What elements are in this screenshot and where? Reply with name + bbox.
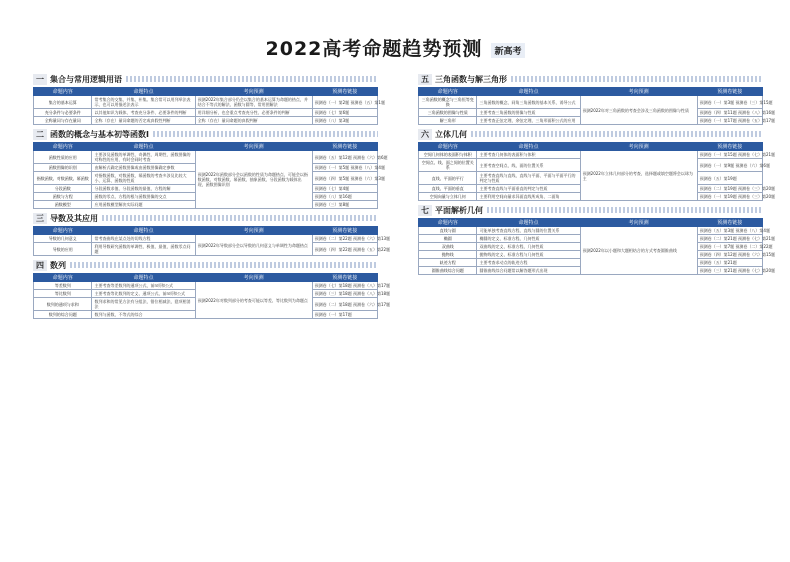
topic-cell: 函数性质的应用 [34,151,92,164]
table-header-row [34,88,378,96]
page-title: 2022高考命题趋势预测 [265,38,483,60]
feature-cell: 主要考查等差数列的通项公式、前n项和公式 [92,282,195,290]
section-title-text: 函数的概念与基本初等函数Ⅰ [50,129,149,139]
link-cell: 预测卷（七）第18题 预测卷（八）第17题 [312,282,377,290]
table-header-cell: 命题内容 [34,88,92,96]
prediction-cell: 预测2022年立体几何部分的考查，选择题或填空题将会以球为主 [580,151,697,201]
topic-cell: 数列的通项与求和 [34,298,92,311]
topic-cell: 函数模型 [34,201,92,209]
link-cell: 预测卷（一）第3题 预测卷（三）第15题 [697,96,762,109]
section-divider [153,131,378,137]
topic-cell: 集合的基本运算 [34,96,92,109]
topic-cell: 椭圆 [419,235,477,243]
page-header [0,34,790,61]
topic-cell: 导数的应用 [34,243,92,256]
topic-cell: 函数与方程 [34,193,92,201]
topic-cell: 函数图像的识别 [34,164,92,172]
table-row [34,151,378,164]
table-header-row [34,143,378,151]
right-column [418,70,776,275]
table-header-row [419,219,763,227]
topic-cell: 解三角形 [419,117,477,125]
link-cell: 预测卷（一）第17题 预测卷（五）第17题 [697,117,762,125]
table-header-cell: 预测卷链接 [697,143,762,151]
topic-cell: 抛物线 [419,251,477,259]
section-title [33,259,378,271]
topic-cell: 三角函数的图像与性质 [419,109,477,117]
table-header-cell: 命题内容 [34,143,92,151]
topic-cell: 指数函数、对数函数、幂函数 [34,172,92,185]
table-row [34,96,378,109]
table-header-cell: 命题特点 [92,143,195,151]
link-cell: 预测卷（七）第4题 [312,185,377,193]
table-header-cell: 考向预测 [195,227,312,235]
prediction-cell: 全称（存在）量词命题的真假判断 [195,117,312,125]
link-cell: 预测卷（四）第5题 预测卷（六）第3题 [312,172,377,185]
feature-cell: 数列与函数、不等式的综合 [92,311,195,319]
feature-cell: 主要考查直线与直线、直线与平面、平面与平面平行的判定与性质 [477,172,580,185]
topic-cell: 全称量词与存在量词 [34,117,92,125]
link-cell: 预测卷（七）第6题 [312,109,377,117]
section-title-text: 三角函数与解三角形 [435,74,507,84]
feature-cell: 双曲线的定义、标准方程、几何性质 [477,243,580,251]
table-row [34,109,378,117]
table-header-cell: 考向预测 [580,88,697,96]
feature-cell: 抛物线的定义、标准方程与几何性质 [477,251,580,259]
feature-cell: 数列求和的常见方法有分组法、错位相减法、裂项相消法 [92,298,195,311]
section-divider [511,76,763,82]
feature-cell: 主要考查等比数列的定义、通项公式、前n项和公式 [92,290,195,298]
topic-cell: 圆锥曲线综合问题 [419,267,477,275]
table-header-cell: 考向预测 [580,219,697,227]
link-cell: 预测卷（三）第8题 [312,201,377,209]
section-divider [126,76,378,82]
link-cell: 预测卷（一）第2题 预测卷（五）第1题 [312,96,377,109]
table-header-cell: 命题特点 [477,88,580,96]
table-header-cell: 预测卷链接 [697,88,762,96]
table-header-cell: 考向预测 [195,143,312,151]
topic-cell: 等比数列 [34,290,92,298]
section-title [418,204,763,216]
table-header-cell: 考向预测 [195,88,312,96]
topic-cell: 等差数列 [34,282,92,290]
feature-cell: 由解析式确定函数图像或由函数图像确定参数 [92,164,195,172]
link-cell: 预测卷（一）第15题 预测卷（七）第21题 [697,151,762,159]
table-header-row [34,274,378,282]
left-column [33,70,391,319]
table-row [419,96,763,109]
section-title [33,128,378,140]
prediction-cell: 预测2022年对数列部分的考查可能以等差、等比数列为命题点 [195,282,312,319]
table-row [419,227,763,235]
table-header-cell: 预测卷链接 [312,88,377,96]
section-divider [487,207,763,213]
table-header-cell: 考向预测 [580,143,697,151]
feature-cell: 函数的零点、方程的根与函数图像的交点 [92,193,195,201]
topic-cell: 直线、平面的平行 [419,172,477,185]
link-cell: 预测卷（一）第19题 预测卷（三）第20题 [697,193,762,201]
table-header-row [419,88,763,96]
section-table [33,142,388,209]
topic-cell: 直线与圆 [419,227,477,235]
link-cell: 预测卷（五）第3题 预测卷（八）第4题 [697,227,762,235]
link-cell: 预测卷（四）第22题 预测卷（五）第22题 [312,243,377,256]
prediction-cell: 预测2022年集合部分仍会以集合的基本运算为命题的热点，并结合不等式的解法、函数与圆等，常用图解法 [195,96,312,109]
link-cell: 预测卷（五）第12题 预测卷（六）第6题 [312,151,377,164]
table-header-cell: 命题内容 [419,219,477,227]
link-cell: 预测卷（二）第21题 预测卷（七）第21题 [697,235,762,243]
section-title-text: 平面解析几何 [435,205,483,215]
section-title [33,73,378,85]
table-header-cell: 命题内容 [419,88,477,96]
table-header-row [419,143,763,151]
feature-cell: 主要涉及函数的单调性、奇偶性、周期性，函数图像的对称性的应用，有时会同时考查 [92,151,195,164]
section-table [33,87,385,125]
topic-cell: 空间点、线、面之间的位置关系 [419,159,477,172]
section-table [418,142,776,201]
table-header-cell: 命题内容 [419,143,477,151]
topic-cell: 数列的综合问题 [34,311,92,319]
section-title [418,73,763,85]
feature-cell: 主要考查正弦定理、余弦定理、三角形面积公式的应用 [477,117,580,125]
feature-cell: 主要考查直线与平面垂直的判定与性质 [477,185,580,193]
section-table [418,218,776,275]
feature-cell: 圆锥曲线综合问题常以解答题形式出现 [477,267,580,275]
prediction-cell: 预测2022年以小题和大题相结合的方式考查圆锥曲线 [580,227,697,275]
feature-cell: 主要考查几何体的表面积与体积 [477,151,580,159]
table-row [34,235,378,243]
section-table [33,226,391,256]
section-number: 一 [33,74,47,85]
topic-cell: 空间向量与立体几何 [419,193,477,201]
section-title [418,128,763,140]
table-header-row [34,227,378,235]
feature-cell: 分段函数求值、分段函数的最值、方程的解 [92,185,195,193]
table-header-cell: 命题特点 [477,143,580,151]
table-header-cell: 命题特点 [92,274,195,282]
section-divider [102,215,378,221]
link-cell: 预测卷（三）第21题 预测卷（七）第20题 [697,267,762,275]
section-number: 四 [33,260,47,271]
table-header-cell: 命题特点 [477,219,580,227]
link-cell: 预测卷（三）第18题 预测卷（八）第18题 [312,290,377,298]
feature-cell: 利用导数研究函数的单调性、极值、最值，函数零点问题 [92,243,195,256]
section-number: 三 [33,213,47,224]
feature-cell: 三角函数的概念、同角三角函数的基本关系、诱导公式 [477,96,580,109]
feature-cell: 主要考查空间点、线、面的位置关系 [477,159,580,172]
topic-cell: 轨迹方程 [419,259,477,267]
topic-cell: 双曲线 [419,243,477,251]
table-header-cell: 命题内容 [34,274,92,282]
table-header-cell: 命题特点 [92,227,195,235]
link-cell: 预测卷（二）第22题 预测卷（六）第13题 [312,235,377,243]
section-title-text: 集合与常用逻辑用语 [50,74,122,84]
section-table [33,273,391,319]
table-header-cell: 命题特点 [92,88,195,96]
section-table [418,87,776,125]
topic-cell: 导数的几何意义 [34,235,92,243]
link-cell: 预测卷（八）第3题 [312,117,377,125]
section-title-text: 立体几何 [435,129,467,139]
section-number: 五 [418,74,432,85]
link-cell: 预测卷（二）第19题 预测卷（三）第20题 [697,185,762,193]
section-divider [70,262,378,268]
topic-cell: 三角函数的概念与三角恒等变换 [419,96,477,109]
topic-cell: 分段函数 [34,185,92,193]
table-header-cell: 考向预测 [195,274,312,282]
feature-cell: 以其他知识为载体，考查充分条件、必要条件的判断 [92,109,195,117]
table-row [419,151,763,159]
link-cell: 预测卷（八）第16题 [312,193,377,201]
link-cell: 预测卷（一）第7题 预测卷（二）第22题 [697,243,762,251]
link-cell: 预测卷（四）第12题 预测卷（六）第15题 [697,251,762,259]
prediction-cell: 预测2022年函数部分会以函数的性质为命题热点，可能会以指数函数、对数函数、幂函数、抽象函数、分段函数为载体出现，函数图像识别 [195,151,312,209]
table-header-cell: 命题内容 [34,227,92,235]
link-cell: 预测卷（五）第21题 [697,259,762,267]
section-number: 二 [33,129,47,140]
prediction-cell: 预测2022年对三角函数的考查会涉及三角函数的图像与性质 [580,96,697,125]
topic-cell: 直线、平面的垂直 [419,185,477,193]
feature-cell: 主要考查求动点的轨迹方程 [477,259,580,267]
link-cell: 预测卷（一）第9题 预测卷（六）第6题 [697,159,762,172]
feature-cell: 常考集合的交集、并集、补集。集合常可以用列举法表示，也可以用描述法表示 [92,96,195,109]
link-cell: 预测卷（四）第11题 预测卷（八）第16题 [697,109,762,117]
feature-cell: 主要考查三角函数的图像与性质 [477,109,580,117]
prediction-cell: 用详细分析，也会重点考查充分性、必要条件的判断 [195,109,312,117]
feature-cell: 对指数函数、对数函数、幂函数的考查多涉及比较大小、运算、函数的性质 [92,172,195,185]
feature-cell: 常考查曲线在某点处的切线方程 [92,235,195,243]
link-cell: 预测卷（五）第19题 [697,172,762,185]
section-divider [471,131,763,137]
table-header-cell: 预测卷链接 [312,227,377,235]
section-title-text: 导数及其应用 [50,213,98,223]
prediction-cell: 预测2022年导数部分会以导数的几何意义与单调性为命题热点 [195,235,312,256]
feature-cell: 全称（存在）量词命题的否定或真假性判断 [92,117,195,125]
edition-badge: 新高考 [491,43,524,58]
feature-cell: 椭圆的定义、标准方程、几何性质 [477,235,580,243]
table-row [34,282,378,290]
table-header-cell: 预测卷链接 [312,274,377,282]
topic-cell: 空间几何体的表面积与体积 [419,151,477,159]
topic-cell: 充分条件与必要条件 [34,109,92,117]
section-number: 六 [418,129,432,140]
table-header-cell: 预测卷链接 [312,143,377,151]
link-cell: 预测卷（一）第17题 [312,311,377,319]
table-header-cell: 预测卷链接 [697,219,762,227]
link-cell: 预测卷（一）第5题 预测卷（八）第4题 [312,164,377,172]
section-title [33,212,378,224]
section-title-text: 数列 [50,260,66,270]
feature-cell: 应用函数模型解决实际问题 [92,201,195,209]
link-cell: 预测卷（二）第18题 预测卷（六）第17题 [312,298,377,311]
table-row [34,117,378,125]
section-number: 七 [418,205,432,216]
feature-cell: 可能单独考查直线方程、直线与圆的位置关系 [477,227,580,235]
feature-cell: 主要利用空间向量求异面直线所成角、二面角 [477,193,580,201]
